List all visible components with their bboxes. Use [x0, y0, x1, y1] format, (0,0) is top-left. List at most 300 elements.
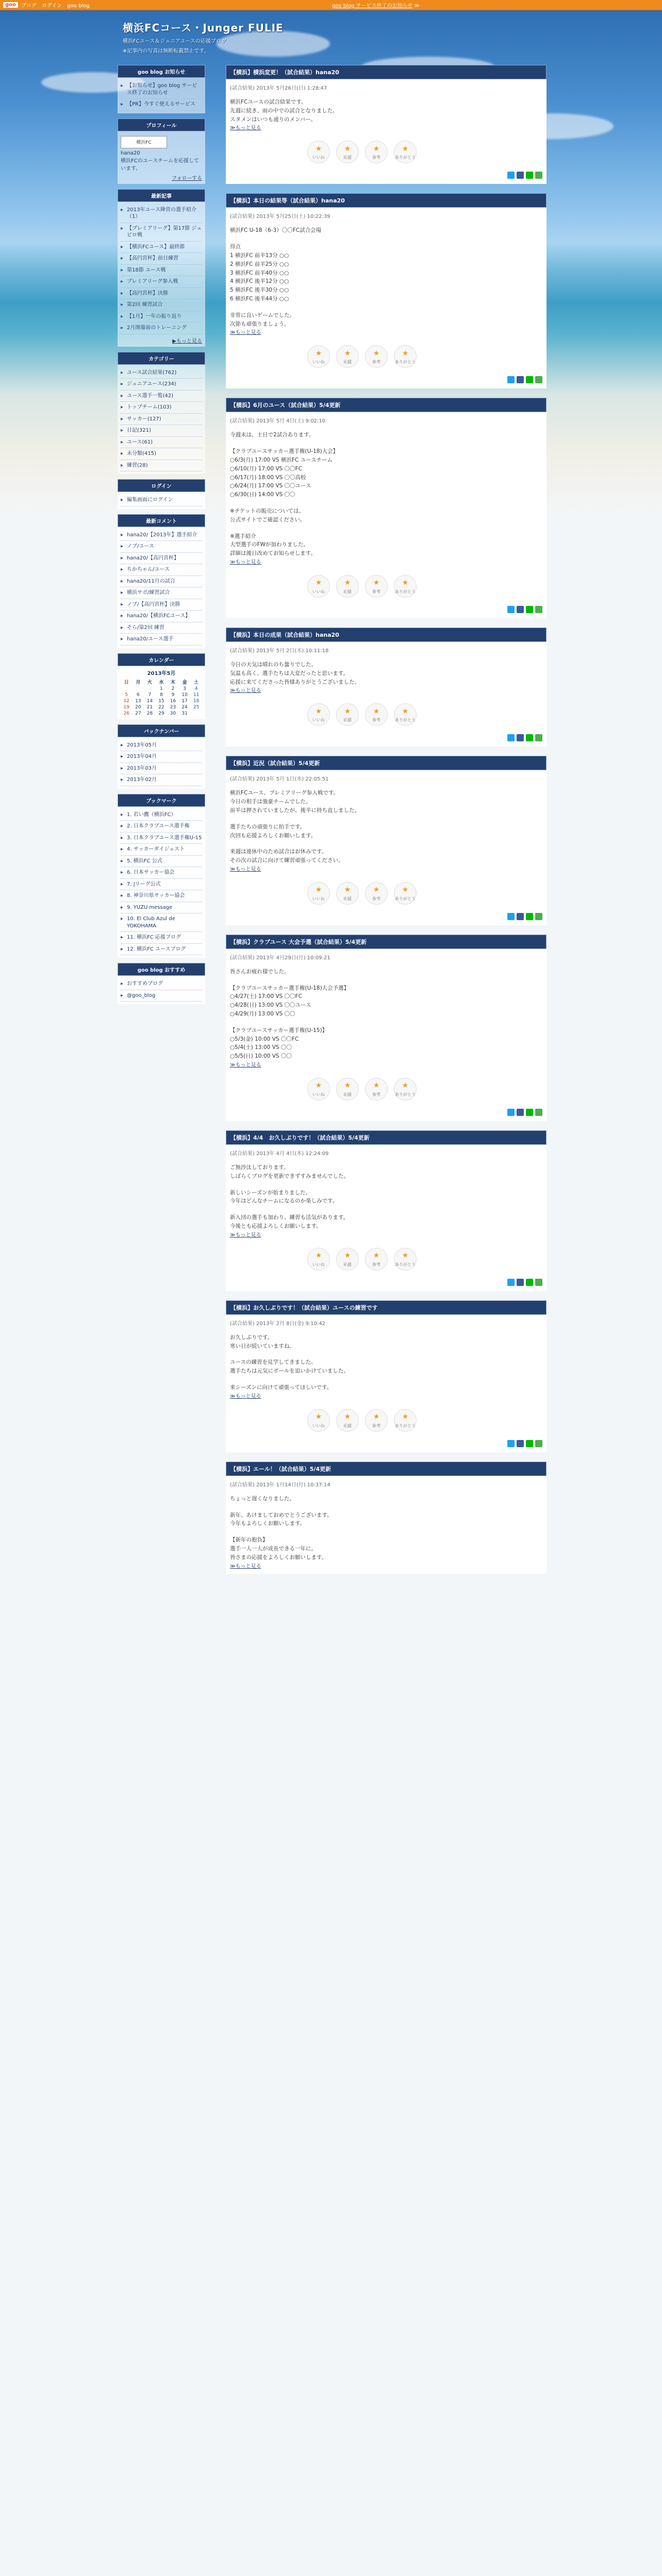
post-line: 6 横浜FC 後半44分 ○○	[230, 295, 289, 302]
post-line: ※チケットの販売については、	[230, 507, 305, 514]
post-title[interactable]: 【横浜】エール！（試合結果）5/4更新	[226, 1462, 547, 1476]
post-title[interactable]: 【横浜】お久しぶりです！（試合結果）ユースの練習です	[226, 1300, 547, 1315]
post-line: ○4/27(土) 17:00 VS 〇〇FC	[230, 993, 302, 1000]
star-icon: ★	[315, 579, 322, 587]
twitter-share-icon[interactable]	[507, 913, 515, 920]
blog-post	[226, 1130, 547, 1291]
backnumber-link[interactable]: ▸ 2013年05月	[121, 740, 202, 752]
star-icon: ★	[373, 886, 380, 894]
bookmark-link[interactable]: ▸ 8. 神奈川県サッカー協会	[121, 890, 202, 902]
stamp-label: 応援	[343, 1092, 352, 1097]
star-icon: ★	[315, 886, 322, 894]
bookmark-title: ブックマーク	[118, 794, 205, 807]
post-meta: (試合結果) 2013年 5月26日(日) 1:28:47	[230, 86, 327, 91]
star-icon: ★	[344, 349, 351, 358]
calendar-day[interactable]: 12	[123, 698, 129, 704]
profile-name[interactable]: hana20	[121, 150, 140, 156]
reaction-stamp[interactable]	[394, 1248, 417, 1270]
category-link[interactable]: ▸ ユース選手一覧(42)	[121, 391, 202, 402]
share-buttons	[230, 1107, 542, 1118]
post-title[interactable]: 【横浜】近況（試合結果）5/4更新	[226, 756, 547, 770]
hatena-share-icon[interactable]	[535, 913, 542, 920]
read-more-link[interactable]: ≫もっと見る	[230, 866, 261, 872]
category-link[interactable]: ▸ 未分類(415)	[121, 448, 202, 460]
post-body	[226, 949, 547, 1121]
reaction-stamp[interactable]	[336, 575, 359, 598]
twitter-share-icon[interactable]	[507, 376, 515, 383]
reaction-stamp[interactable]	[307, 575, 330, 598]
post-title[interactable]: 【横浜】クラブユース 大会予選（試合結果）5/4更新	[226, 935, 547, 949]
stamp-label: いいね	[312, 589, 325, 594]
calendar-day[interactable]: 21	[146, 704, 153, 710]
reaction-stamp[interactable]	[307, 345, 330, 368]
read-more-link[interactable]: ≫もっと見る	[230, 688, 261, 694]
post-line: ○5/5(日) 10:00 VS 〇〇	[230, 1053, 292, 1060]
bookmark-link[interactable]: ▸ 5. 横浜FC 公式	[121, 856, 202, 868]
line-share-icon[interactable]	[526, 734, 533, 741]
blog-post	[226, 1300, 547, 1452]
star-icon: ★	[344, 707, 351, 716]
post-title[interactable]: 【横浜】本日の成果（試合結果）hana20	[226, 628, 547, 642]
calendar-day[interactable]: 4	[194, 686, 198, 691]
comment-link[interactable]: ▸ 横浜サポ/練習試合	[121, 587, 202, 599]
facebook-share-icon[interactable]	[517, 606, 524, 613]
recent-post-link[interactable]: ▸ 第2回 練習試合	[121, 299, 202, 311]
post-title[interactable]: 【横浜】本日の結果等（試合結果）hana20	[226, 193, 547, 208]
facebook-share-icon[interactable]	[517, 1440, 524, 1447]
login-body	[118, 492, 205, 509]
facebook-share-icon[interactable]	[517, 172, 524, 179]
post-line	[230, 840, 542, 848]
post-line: ユースの練習を見学してきました。	[230, 1359, 317, 1366]
recent-post-link[interactable]: ▸ 【プレミアリーグ】第17節 ジュビロ戦	[121, 223, 202, 242]
calendar-day[interactable]: 14	[146, 698, 153, 704]
stamp-label: いいね	[312, 155, 325, 160]
goo-recommend-body	[118, 976, 205, 1004]
backnumber-link[interactable]: ▸ 2013年03月	[121, 763, 202, 775]
hatena-share-icon[interactable]	[535, 172, 542, 179]
category-block	[118, 352, 205, 474]
calendar-day[interactable]: 6	[136, 692, 140, 698]
reaction-stamp[interactable]	[307, 141, 330, 163]
reaction-stamp[interactable]	[336, 1409, 359, 1432]
bookmark-link[interactable]: ▸ 3. 日本クラブユース選手権U-15	[121, 833, 202, 844]
line-share-icon[interactable]	[526, 1440, 533, 1447]
calendar-day[interactable]: 7	[148, 692, 152, 698]
comment-link[interactable]: ▸ hana20/【横浜FCユース】	[121, 611, 202, 622]
stamp-label: 参考	[372, 718, 380, 723]
reaction-stamps	[307, 345, 542, 368]
twitter-share-icon[interactable]	[507, 734, 515, 741]
post-meta: (試合結果) 2013年 5月 1日(水) 22:05:51	[230, 776, 329, 783]
facebook-share-icon[interactable]	[517, 1279, 524, 1286]
facebook-share-icon[interactable]	[517, 376, 524, 383]
post-line: ご無沙汰しております。	[230, 1164, 289, 1171]
post-line	[230, 1181, 542, 1189]
reaction-stamp[interactable]	[307, 1078, 330, 1100]
calendar-block	[118, 653, 205, 719]
post-line: 横浜FCユース、プレミアリーグ参入戦です。	[230, 790, 339, 796]
reaction-stamps	[307, 703, 542, 726]
recent-post-link[interactable]: ▸ 第18節 ユース戦	[121, 265, 202, 277]
comment-link[interactable]: ▸ ノブ/ユース	[121, 541, 202, 553]
post-line: 【クラブユースサッカー選手権(U-18)大会】	[230, 448, 339, 455]
reaction-stamp[interactable]	[365, 1409, 388, 1432]
calendar-day[interactable]: 30	[170, 710, 176, 716]
recent-post-link[interactable]: ▸ 【横浜FCユース】最終節	[121, 242, 202, 253]
post-line	[230, 235, 542, 243]
star-icon: ★	[315, 1413, 322, 1421]
recent-post-link[interactable]: ▸ 【1月】一年の振り返り	[121, 311, 202, 323]
reaction-stamp[interactable]	[365, 703, 388, 726]
reaction-stamp[interactable]	[394, 1409, 417, 1432]
bookmark-block	[118, 794, 205, 958]
calendar-day[interactable]: 24	[181, 704, 188, 710]
topbar-notice	[93, 1, 659, 9]
calendar-title: カレンダー	[118, 653, 205, 666]
reaction-stamp[interactable]	[336, 1078, 359, 1100]
login-title: ログイン	[118, 479, 205, 492]
calendar-header: 土	[194, 680, 199, 685]
post-title[interactable]: 【横浜】横浜変更！（試合結果）hana20	[226, 65, 547, 79]
category-body	[118, 365, 205, 474]
post-line: 今日の相手は強豪チームでした。	[230, 799, 311, 805]
calendar-header: 木	[171, 680, 176, 685]
calendar-header: 水	[159, 680, 164, 685]
reaction-stamps	[307, 1078, 542, 1100]
blog-subtitle-2: ※記事内の写真は無断転載禁止です。	[123, 48, 209, 54]
calendar-day[interactable]: 2	[171, 686, 175, 691]
comment-link[interactable]: ▸ hana20/11月の試合	[121, 576, 202, 588]
star-icon: ★	[373, 579, 380, 587]
reaction-stamp[interactable]	[307, 1409, 330, 1432]
post-line: ○6/17(月) 18:00 VS 〇〇高校	[230, 474, 306, 481]
profile-body	[118, 131, 205, 184]
calendar-month: 2013年5月	[147, 670, 176, 676]
recommend-link[interactable]: ▸ おすすめブログ	[121, 978, 202, 990]
comment-link[interactable]: ▸ hana20/ユース選手	[121, 634, 202, 646]
calendar-day[interactable]: 13	[135, 698, 141, 704]
comment-link[interactable]: ▸ ノブ/【高円宮杯】決勝	[121, 599, 202, 611]
recent-post-link[interactable]: ▸ 2013年ユース陣営の選手紹介（1）	[121, 205, 202, 223]
hatena-share-icon[interactable]	[535, 606, 542, 613]
calendar-day[interactable]: 29	[158, 710, 164, 716]
post-body	[226, 1476, 547, 1574]
profile-image: 横浜FC	[121, 136, 167, 148]
comment-link[interactable]: ▸ そら/第2回 練習	[121, 622, 202, 634]
reaction-stamp[interactable]	[336, 345, 359, 368]
stamp-label: 応援	[343, 360, 352, 365]
hatena-share-icon[interactable]	[535, 1279, 542, 1286]
calendar-day[interactable]	[190, 710, 202, 717]
post-title[interactable]: 【横浜】6月のユース（試合結果）5/4更新	[226, 398, 547, 412]
line-share-icon[interactable]	[526, 1109, 533, 1116]
star-icon: ★	[402, 144, 409, 153]
star-icon: ★	[344, 579, 351, 587]
reaction-stamp[interactable]	[365, 1078, 388, 1100]
twitter-share-icon[interactable]	[507, 1279, 515, 1286]
star-icon: ★	[373, 1413, 380, 1421]
star-icon: ★	[315, 144, 322, 153]
page-wrapper	[118, 15, 547, 1569]
star-icon: ★	[402, 1251, 409, 1260]
read-more-link[interactable]: ≫もっと見る	[230, 1232, 261, 1238]
post-line	[230, 815, 542, 823]
calendar-day[interactable]: 10	[181, 692, 188, 698]
recent-posts-body	[118, 202, 205, 347]
post-line: 【クラブユースサッカー選手権(U-15)】	[230, 1027, 328, 1033]
star-icon: ★	[373, 144, 380, 153]
comment-link[interactable]: ▸ hana20/【2013年】選手紹介	[121, 530, 202, 541]
reaction-stamp[interactable]	[394, 882, 417, 905]
twitter-share-icon[interactable]	[507, 1440, 515, 1447]
post-body	[226, 79, 547, 184]
calendar-day[interactable]	[121, 686, 133, 692]
backnumber-link[interactable]: ▸ 2013年02月	[121, 774, 202, 786]
line-share-icon[interactable]	[526, 1279, 533, 1286]
blog-title[interactable]: 横浜FCコース・Junger FULIE	[123, 22, 284, 34]
reaction-stamp[interactable]	[394, 141, 417, 163]
blog-post	[226, 65, 547, 184]
recent-post-link[interactable]: ▸ プレミアリーグ参入戦	[121, 276, 202, 288]
reaction-stamp[interactable]	[394, 703, 417, 726]
recent-post-link[interactable]: ▸ 【高円宮杯】決勝	[121, 288, 202, 300]
reaction-stamp[interactable]	[394, 575, 417, 598]
star-icon: ★	[402, 1081, 409, 1090]
backnumber-link[interactable]: ▸ 2013年04月	[121, 751, 202, 763]
reaction-stamp[interactable]	[336, 141, 359, 163]
post-line	[230, 1350, 542, 1358]
calendar-day[interactable]	[144, 686, 156, 692]
calendar-day[interactable]: 15	[158, 698, 164, 704]
star-icon: ★	[315, 349, 322, 358]
category-link[interactable]: ▸ サッカー(127)	[121, 414, 202, 426]
read-more-link[interactable]: ≫もっと見る	[230, 330, 261, 336]
stamp-label: 参考	[372, 1423, 380, 1428]
post-line: ○6/24(月) 17:00 VS 〇〇ユース	[230, 483, 311, 489]
calendar-day[interactable]: 31	[181, 710, 188, 716]
stamp-label: 応援	[343, 1423, 352, 1428]
reaction-stamp[interactable]	[365, 1248, 388, 1270]
bookmark-link[interactable]: ▸ 9. YUZU message	[121, 902, 202, 914]
goo-logo[interactable]: goo	[3, 2, 18, 8]
stamp-label: いいね	[312, 1092, 325, 1097]
post-line: 4 横浜FC 後半12分 ○○	[230, 278, 289, 285]
post-line: しばらくブログを更新できずすみませんでした。	[230, 1173, 349, 1179]
post-line: 5 横浜FC 後半30分 ○○	[230, 287, 289, 294]
line-share-icon[interactable]	[526, 376, 533, 383]
post-line: 次節も頑張りましょう。	[230, 320, 290, 327]
calendar-day[interactable]: 5	[125, 692, 128, 698]
follow-link[interactable]: フォローする	[172, 175, 202, 181]
post-line: 今年はどんなチームになるのか楽しみです。	[230, 1198, 338, 1205]
category-link[interactable]: ▸ ユース試合結果(762)	[121, 367, 202, 379]
bookmark-link[interactable]: ▸ 4. サッカーダイジェスト	[121, 844, 202, 856]
comment-link[interactable]: ▸ ちかちゃん/ユース	[121, 564, 202, 576]
calendar-table	[121, 678, 202, 717]
post-line	[230, 303, 542, 311]
hatena-share-icon[interactable]	[535, 1109, 542, 1116]
share-buttons	[230, 1438, 542, 1449]
hatena-share-icon[interactable]	[535, 1440, 542, 1447]
reaction-stamp[interactable]	[365, 882, 388, 905]
post-line: ○6/10(月) 17:00 VS 〇〇FC	[230, 465, 302, 472]
notice-item[interactable]: ▸ 【PR】今すぐ使えるサービス	[121, 99, 202, 111]
twitter-share-icon[interactable]	[507, 172, 515, 179]
read-more-link[interactable]: ≫もっと見る	[230, 125, 261, 131]
calendar-day[interactable]: 16	[170, 698, 176, 704]
comments-block	[118, 514, 205, 648]
post-line: 新入団の選手も加わり、練習も活気があります。	[230, 1214, 349, 1221]
stamp-label: 応援	[343, 896, 352, 901]
read-more-link[interactable]: ≫もっと見る	[230, 1393, 261, 1399]
stamp-label: 参考	[372, 1092, 380, 1097]
goo-recommend-title: goo blog おすすめ	[118, 963, 205, 976]
post-line: 非常に良いゲームでした。	[230, 312, 295, 318]
post-line: ○4/28(日) 13:00 VS 〇〇ユース	[230, 1002, 311, 1009]
reaction-stamp[interactable]	[394, 1078, 417, 1100]
post-line: その次の試合に向けて練習頑張ってください。	[230, 857, 344, 864]
recent-post-link[interactable]: ▸ 2月開幕前のトレーニング	[121, 323, 202, 334]
recommend-link[interactable]: ▸ @goo_blog	[121, 990, 202, 1002]
stamp-label: いいね	[312, 360, 325, 365]
calendar-day[interactable]: 8	[160, 692, 163, 698]
read-more-link[interactable]: ≫もっと見る	[230, 559, 261, 565]
reaction-stamp[interactable]	[365, 141, 388, 163]
facebook-share-icon[interactable]	[517, 913, 524, 920]
post-line: 【新年の抱負】	[230, 1537, 268, 1544]
reaction-stamp[interactable]	[336, 882, 359, 905]
calendar-header: 月	[136, 680, 141, 685]
post-line: 今年もよろしくお願いします。	[230, 1520, 306, 1527]
post-line: 今日の天気は晴れのち曇りでした。	[230, 661, 317, 668]
comment-link[interactable]: ▸ hana20/【高円宮杯】	[121, 553, 202, 565]
reaction-stamp[interactable]	[365, 345, 388, 368]
bookmark-link[interactable]: ▸ 11. 横浜FC 応援ブログ	[121, 932, 202, 944]
star-icon: ★	[402, 886, 409, 894]
bookmark-link[interactable]: ▸ 12. 横浜FC ユースブログ	[121, 944, 202, 956]
calendar-day[interactable]: 25	[193, 704, 200, 710]
post-line: ○6/3(月) 17:00 VS 横浜FC ユースチーム	[230, 456, 333, 463]
twitter-share-icon[interactable]	[507, 606, 515, 613]
calendar-day[interactable]: 27	[135, 710, 141, 716]
calendar-day[interactable]	[133, 686, 144, 692]
post-line: 来シーズンに向けて頑張ってほしいです。	[230, 1384, 333, 1391]
reaction-stamp[interactable]	[365, 575, 388, 598]
recent-more-link[interactable]: ▶もっと見る	[172, 338, 202, 344]
post-line: 来週は連休中のため試合はお休みです。	[230, 849, 327, 855]
calendar-day[interactable]: 20	[135, 704, 141, 710]
post-line: 前半は押されていましたが、後半に持ち直しました。	[230, 807, 360, 814]
reaction-stamp[interactable]	[307, 1248, 330, 1270]
profile-desc: 横浜FCのユースチームを応援しています。	[121, 158, 200, 172]
star-icon: ★	[402, 1413, 409, 1421]
category-link[interactable]: ▸ 練習(28)	[121, 460, 202, 472]
star-icon: ★	[315, 707, 322, 716]
post-title[interactable]: 【横浜】4/4 お久しぶりです！（試合結果）5/4更新	[226, 1130, 547, 1145]
calendar-day[interactable]: 28	[146, 710, 153, 716]
blog-post	[226, 1462, 547, 1574]
calendar-day[interactable]: 11	[193, 692, 200, 698]
recent-post-link[interactable]: ▸ 【高円宮杯】前日練習	[121, 253, 202, 265]
reaction-stamp[interactable]	[336, 703, 359, 726]
hatena-share-icon[interactable]	[535, 376, 542, 383]
reaction-stamp[interactable]	[336, 1248, 359, 1270]
login-link[interactable]: ▸ 編集画面にログイン	[121, 495, 202, 506]
facebook-share-icon[interactable]	[517, 734, 524, 741]
category-link[interactable]: ▸ ユース(61)	[121, 437, 202, 449]
service-end-link[interactable]: goo blog サービス終了のお知らせ	[332, 3, 413, 9]
share-buttons	[230, 604, 542, 615]
stamp-label: 参考	[372, 589, 380, 594]
star-icon: ★	[344, 144, 351, 153]
line-share-icon[interactable]	[526, 913, 533, 920]
category-link[interactable]: ▸ トップチーム(103)	[121, 402, 202, 414]
calendar-day[interactable]: 23	[170, 704, 176, 710]
read-more-link[interactable]: ≫もっと見る	[230, 1563, 261, 1569]
post-line	[230, 1376, 542, 1383]
reaction-stamp[interactable]	[307, 703, 330, 726]
goo-notice-title: goo blog お知らせ	[118, 65, 205, 78]
star-icon: ★	[373, 349, 380, 358]
post-line	[230, 1528, 542, 1536]
calendar-day[interactable]: 19	[123, 704, 129, 710]
login-block	[118, 479, 205, 509]
reaction-stamp[interactable]	[307, 882, 330, 905]
bookmark-link[interactable]: ▸ 10. El Club Azul de YOKOHAMA	[121, 913, 202, 932]
post-line: 皆さんお疲れ様でした。	[230, 968, 290, 975]
stamp-label: ありがとう	[395, 155, 416, 160]
calendar-day[interactable]: 1	[160, 686, 163, 691]
post-line: 【クラブユースサッカー選手権(U-18)大会予選】	[230, 985, 350, 991]
calendar-day[interactable]: 26	[123, 710, 129, 716]
line-share-icon[interactable]	[526, 606, 533, 613]
topbar-text: ブログ ログイン goo blog	[21, 3, 90, 9]
calendar-day[interactable]: 17	[181, 698, 188, 704]
stamp-label: いいね	[312, 1423, 325, 1428]
calendar-day[interactable]: 3	[183, 686, 186, 691]
calendar-day[interactable]: 22	[158, 704, 164, 710]
bookmark-link[interactable]: ▸ 6. 日本サッカー協会	[121, 867, 202, 879]
category-link[interactable]: ▸ 日記(321)	[121, 425, 202, 437]
category-link[interactable]: ▸ ジュニアユース(234)	[121, 379, 202, 391]
calendar-day[interactable]: 18	[193, 698, 200, 704]
star-icon: ★	[373, 707, 380, 716]
hatena-share-icon[interactable]	[535, 734, 542, 741]
calendar-day[interactable]: 9	[171, 692, 175, 698]
star-icon: ★	[402, 349, 409, 358]
bookmark-link[interactable]: ▸ 2. 日本クラブユース選手権	[121, 821, 202, 833]
stamp-label: ありがとう	[395, 1423, 416, 1428]
post-line	[230, 439, 542, 447]
topbar	[0, 0, 662, 10]
stamp-label: ありがとう	[395, 360, 416, 365]
post-line: 大型選手のFWが加わりました。	[230, 541, 309, 548]
reaction-stamp[interactable]	[394, 345, 417, 368]
read-more-link[interactable]: ≫もっと見る	[230, 1062, 261, 1069]
twitter-share-icon[interactable]	[507, 1109, 515, 1116]
bookmark-link[interactable]: ▸ 1. 若い鷹（横浜FC）	[121, 809, 202, 821]
line-share-icon[interactable]	[526, 172, 533, 179]
facebook-share-icon[interactable]	[517, 1109, 524, 1116]
post-line	[230, 976, 542, 984]
blog-post	[226, 628, 547, 747]
notice-item[interactable]: ▸ 【お知らせ】goo blog サービス終了のお知らせ	[121, 80, 202, 99]
bookmark-link[interactable]: ▸ 7. Jリーグ公式	[121, 879, 202, 891]
bookmark-body	[118, 807, 205, 958]
post-line: 詳細は後日改めてお知らせします。	[230, 550, 316, 557]
goo-recommend-block	[118, 963, 205, 1004]
